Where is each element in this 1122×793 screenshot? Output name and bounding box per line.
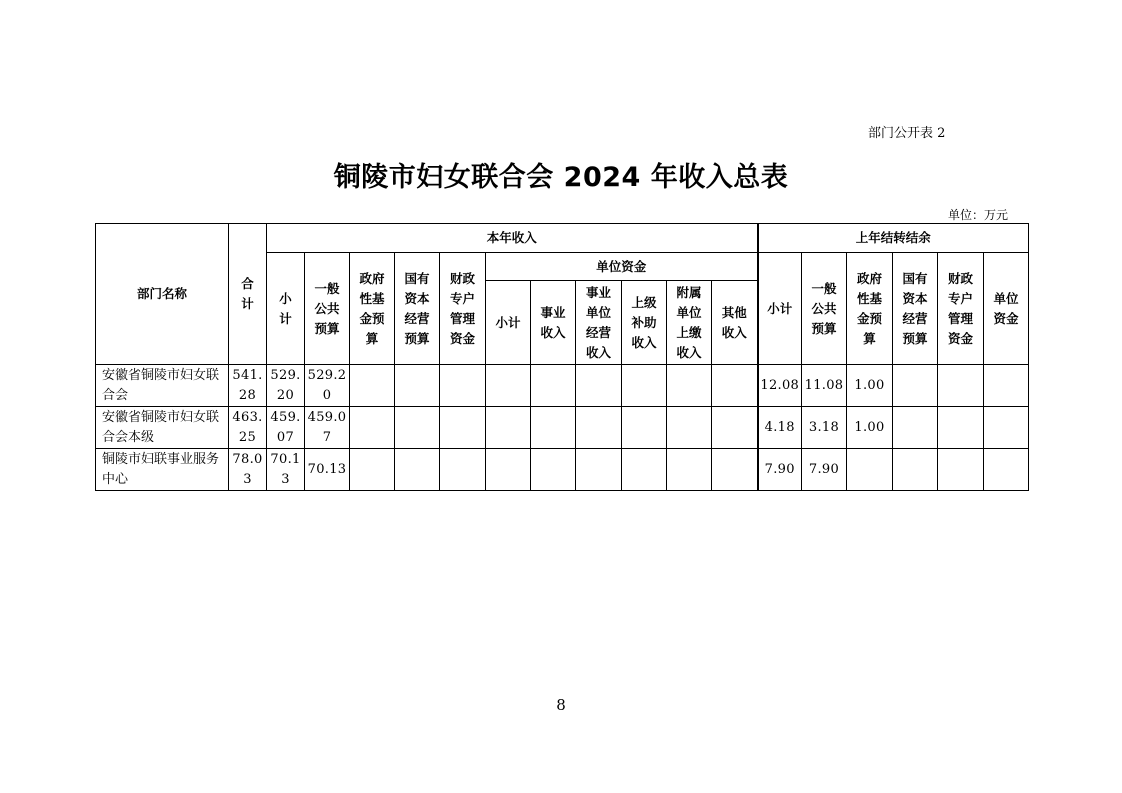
cell-py-state-capital — [893, 449, 938, 491]
header-cy-state-capital: 国有 资本 经营 预算 — [395, 253, 440, 365]
cell-total: 78.03 — [229, 449, 267, 491]
cell-py-fiscal-special — [938, 449, 984, 491]
cell-py-gov-fund: 1.00 — [847, 365, 893, 407]
cell-py-gov-fund: 1.00 — [847, 407, 893, 449]
header-prev-year: 上年结转结余 — [758, 224, 1029, 253]
cell-py-unit-funds — [984, 407, 1029, 449]
cell-uf-superior-subsidy — [622, 365, 667, 407]
cell-cy-state-capital — [395, 365, 440, 407]
cell-uf-superior-subsidy — [622, 407, 667, 449]
header-py-gov-fund: 政府 性基 金预 算 — [847, 253, 893, 365]
cell-uf-unit-business — [576, 365, 622, 407]
cell-cy-general: 70.13 — [305, 449, 350, 491]
cell-uf-affiliated — [667, 407, 712, 449]
cell-cy-subtotal: 459.07 — [267, 407, 305, 449]
cell-uf-subtotal — [486, 365, 531, 407]
cell-cy-subtotal: 70.13 — [267, 449, 305, 491]
cell-py-subtotal: 4.18 — [758, 407, 802, 449]
cell-cy-subtotal: 529.20 — [267, 365, 305, 407]
header-uf-unit-business: 事业 单位 经营 收入 — [576, 281, 622, 365]
cell-cy-general: 459.07 — [305, 407, 350, 449]
table-row — [96, 365, 1029, 407]
cell-uf-affiliated — [667, 449, 712, 491]
cell-cy-gov-fund — [350, 407, 395, 449]
income-summary-table — [95, 223, 1029, 491]
cell-total: 463.25 — [229, 407, 267, 449]
header-current-year: 本年收入 — [267, 224, 758, 253]
cell-py-state-capital — [893, 407, 938, 449]
cell-dept-name: 安徽省铜陵市妇女联合会本级 — [96, 407, 229, 449]
header-dept-name: 部门名称 — [96, 224, 229, 365]
cell-uf-superior-subsidy — [622, 449, 667, 491]
cell-uf-other — [712, 449, 758, 491]
cell-py-unit-funds — [984, 365, 1029, 407]
cell-py-gov-fund — [847, 449, 893, 491]
header-uf-superior-subsidy: 上级 补助 收入 — [622, 281, 667, 365]
header-cy-gov-fund: 政府 性基 金预 算 — [350, 253, 395, 365]
header-py-unit-funds: 单位 资金 — [984, 253, 1029, 365]
cell-total: 541.28 — [229, 365, 267, 407]
page-number: 8 — [556, 696, 566, 714]
header-cy-subtotal: 小 计 — [267, 253, 305, 365]
cell-py-subtotal: 7.90 — [758, 449, 802, 491]
header-py-general: 一般 公共 预算 — [802, 253, 847, 365]
header-uf-affiliated: 附属 单位 上缴 收入 — [667, 281, 712, 365]
header-cy-fiscal-special: 财政 专户 管理 资金 — [440, 253, 486, 365]
cell-cy-state-capital — [395, 407, 440, 449]
cell-uf-unit-business — [576, 449, 622, 491]
header-uf-other: 其他 收入 — [712, 281, 758, 365]
cell-py-fiscal-special — [938, 407, 984, 449]
cell-cy-fiscal-special — [440, 365, 486, 407]
cell-py-general: 11.08 — [802, 365, 847, 407]
header-uf-subtotal: 小计 — [486, 281, 531, 365]
page-title: 铜陵市妇女联合会 2024 年收入总表 — [333, 162, 789, 193]
cell-py-fiscal-special — [938, 365, 984, 407]
cell-cy-gov-fund — [350, 365, 395, 407]
cell-uf-business — [531, 365, 576, 407]
header-py-fiscal-special: 财政 专户 管理 资金 — [938, 253, 984, 365]
table-row — [96, 449, 1029, 491]
header-py-state-capital: 国有 资本 经营 预算 — [893, 253, 938, 365]
cell-uf-affiliated — [667, 365, 712, 407]
cell-py-state-capital — [893, 365, 938, 407]
cell-dept-name: 铜陵市妇联事业服务中心 — [96, 449, 229, 491]
header-total: 合 计 — [229, 224, 267, 365]
cell-cy-fiscal-special — [440, 449, 486, 491]
cell-py-general: 7.90 — [802, 449, 847, 491]
unit-label: 单位：万元 — [948, 208, 1009, 222]
cell-uf-subtotal — [486, 407, 531, 449]
header-uf-business: 事业 收入 — [531, 281, 576, 365]
cell-py-subtotal: 12.08 — [758, 365, 802, 407]
cell-uf-other — [712, 365, 758, 407]
form-number: 部门公开表 2 — [868, 126, 946, 141]
header-cy-general: 一般 公共 预算 — [305, 253, 350, 365]
cell-cy-gov-fund — [350, 449, 395, 491]
cell-py-general: 3.18 — [802, 407, 847, 449]
table-row — [96, 407, 1029, 449]
cell-dept-name: 安徽省铜陵市妇女联合会 — [96, 365, 229, 407]
cell-uf-other — [712, 407, 758, 449]
cell-uf-subtotal — [486, 449, 531, 491]
cell-uf-business — [531, 407, 576, 449]
cell-cy-fiscal-special — [440, 407, 486, 449]
cell-uf-unit-business — [576, 407, 622, 449]
cell-uf-business — [531, 449, 576, 491]
cell-cy-state-capital — [395, 449, 440, 491]
header-unit-funds: 单位资金 — [486, 253, 758, 281]
cell-py-unit-funds — [984, 449, 1029, 491]
cell-cy-general: 529.20 — [305, 365, 350, 407]
header-py-subtotal: 小计 — [758, 253, 802, 365]
